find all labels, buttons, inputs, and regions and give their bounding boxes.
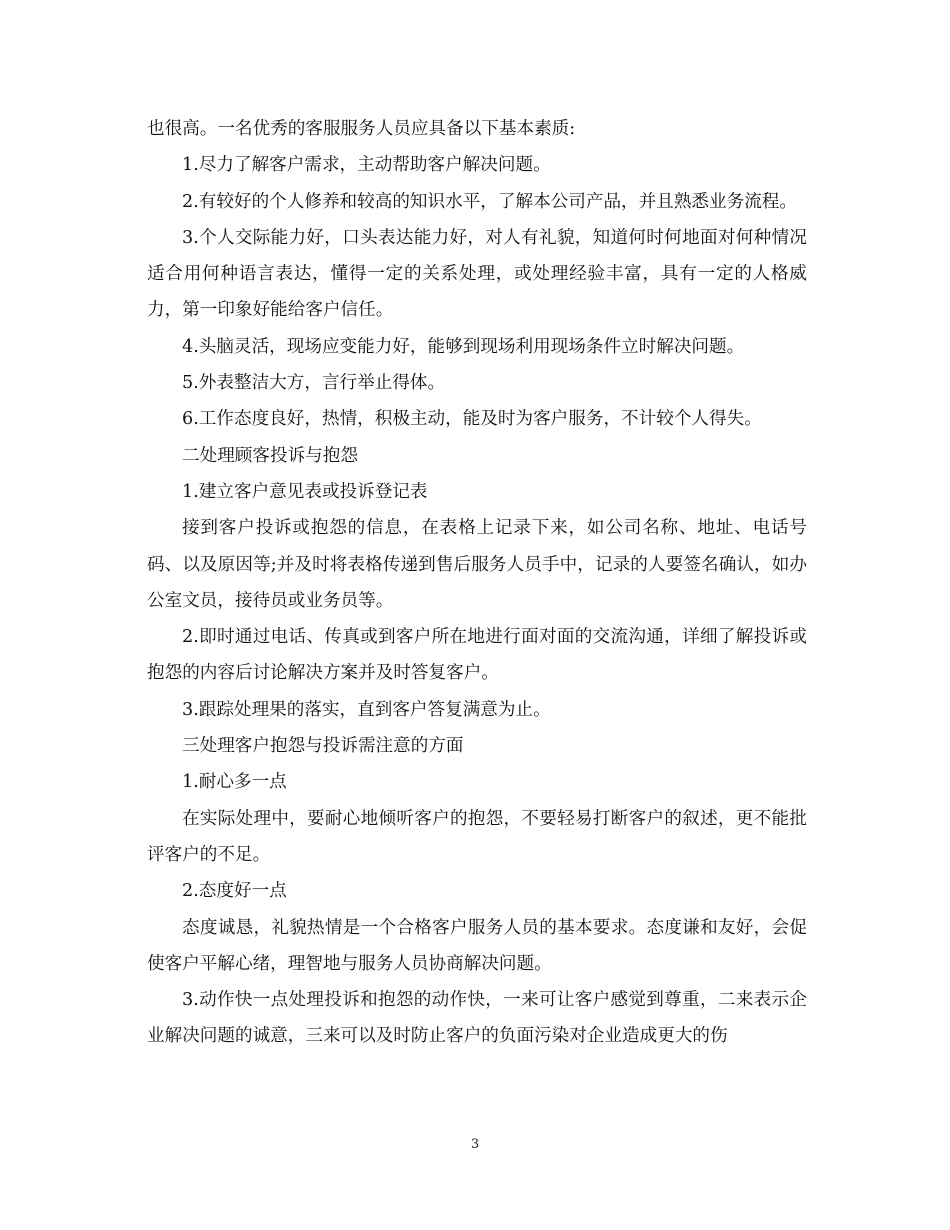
paragraph-note-1-body: 在实际处理中，要耐心地倾听客户的抱怨，不要轻易打断客户的叙述，更不能批评客户的不足。 — [147, 808, 807, 865]
paragraph-complaint-step-2: 2.即时通过电话、传真或到客户所在地进行面对面的交流沟通，详细了解投诉或抱怨的内容后讨论解决方案并及时答复客户。 — [147, 627, 807, 684]
paragraph-complaint-record: 接到客户投诉或抱怨的信息，在表格上记录下来，如公司名称、地址、电话号码、以及原因等;并及时将表格传递到售后服务人员手中，记录的人要签名确认，如办公室文员，接待员或业务员等。 — [147, 518, 807, 611]
section-heading-complaints: 二处理顾客投诉与抱怨 — [182, 445, 358, 466]
paragraph-quality-2: 2.有较好的个人修养和较高的知识水平，了解本公司产品，并且熟悉业务流程。 — [182, 191, 797, 212]
paragraph-complaint-step-1: 1.建立客户意见表或投诉登记表 — [182, 481, 428, 502]
paragraph-note-3: 3.动作快一点处理投诉和抱怨的动作快，一来可让客户感觉到尊重，二来表示企业解决问题的诚意，三来可以及时防止客户的负面污染对企业造成更大的伤 — [147, 990, 807, 1047]
page-number: 3 — [470, 1137, 480, 1152]
paragraph-quality-5: 5.外表整洁大方，言行举止得体。 — [182, 373, 446, 394]
paragraph-note-2-body: 态度诚恳，礼貌热情是一个合格客户服务人员的基本要求。态度谦和友好，会促使客户平解心绪，理智地与服务人员协商解决问题。 — [147, 917, 807, 974]
paragraph-quality-3: 3.个人交际能力好，口头表达能力好，对人有礼貌，知道何时何地面对何种情况适合用何种语言表达，懂得一定的关系处理，或处理经验丰富，具有一定的人格威力，第一印象好能给客户信任。 — [147, 227, 807, 321]
section-heading-notes: 三处理客户抱怨与投诉需注意的方面 — [182, 736, 464, 757]
paragraph-note-2-title: 2.态度好一点 — [182, 881, 287, 902]
paragraph-complaint-step-3: 3.跟踪处理果的落实，直到客户答复满意为止。 — [182, 699, 551, 720]
page-body — [147, 111, 807, 1055]
paragraph-quality-1: 1.尽力了解客户需求，主动帮助客户解决问题。 — [182, 155, 551, 176]
paragraph-intro: 也很高。一名优秀的客服服务人员应具备以下基本素质: — [147, 119, 576, 139]
paragraph-quality-4: 4.头脑灵活，现场应变能力好，能够到现场利用现场条件立时解决问题。 — [182, 336, 745, 357]
paragraph-quality-6: 6.工作态度良好，热情，积极主动，能及时为客户服务，不计较个人得失。 — [182, 409, 762, 430]
paragraph-note-1-title: 1.耐心多一点 — [182, 772, 287, 793]
